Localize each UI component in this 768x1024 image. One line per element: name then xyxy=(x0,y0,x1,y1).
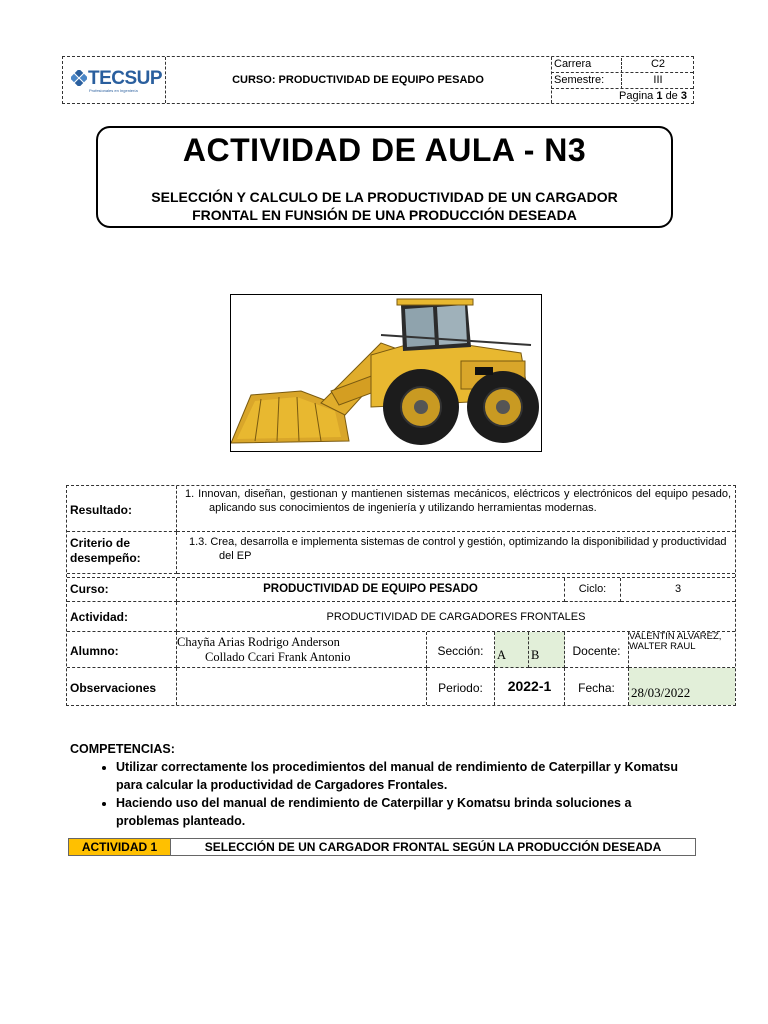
alumno-label: Alumno: xyxy=(67,632,177,668)
actividad-1-title: SELECCIÓN DE UN CARGADOR FRONTAL SEGÚN LA PRODUCCIÓN DESEADA xyxy=(204,840,662,854)
criterio-text xyxy=(177,532,735,574)
periodo-label: Periodo: xyxy=(427,668,495,705)
resultado-label: Resultado: xyxy=(67,486,177,532)
competencias-list xyxy=(70,758,690,830)
alumno-name-1: Chayña Arias Rodrigo Anderson xyxy=(177,635,340,649)
competencia-item: • Utilizar correctamente los procedimientos del manual de rendimiento de Caterpillar y Komatsu para calcular la productividad de Cargadores Frontales. xyxy=(116,758,690,794)
periodo-value: 2022-1 xyxy=(495,668,565,705)
wheel-loader-image xyxy=(230,294,542,452)
tecsup-logo xyxy=(63,57,166,103)
pagina-total: 3 xyxy=(680,90,687,102)
header-meta xyxy=(551,57,693,103)
actividad-1-tag: ACTIVIDAD 1 xyxy=(69,839,171,855)
criterio-label: Criterio de desempeño: xyxy=(67,532,177,574)
tecsup-logo-icon xyxy=(71,70,87,86)
seccion-a: A xyxy=(495,632,529,668)
actividad-label: Actividad: xyxy=(67,602,177,632)
curso-value: PRODUCTIVIDAD DE EQUIPO PESADO xyxy=(177,578,565,602)
actividad-1-bar xyxy=(68,838,696,856)
semestre-label: Semestre: xyxy=(554,74,605,86)
semestre-value: III xyxy=(621,74,694,89)
actividad-value: PRODUCTIVIDAD DE CARGADORES FRONTALES xyxy=(177,602,735,632)
wheel-loader-illustration xyxy=(231,295,541,451)
pagina-row xyxy=(551,89,693,105)
competencia-item: • Haciendo uso del manual de rendimiento de Caterpillar y Komatsu brinda soluciones a problemas planteado. xyxy=(116,794,690,830)
carrera-label: Carrera xyxy=(554,58,592,70)
title-box xyxy=(96,126,673,228)
logo-text: TECSUP xyxy=(88,68,163,89)
ciclo-value: 3 xyxy=(621,578,735,602)
competencias-section xyxy=(70,740,690,830)
info-table xyxy=(66,485,736,706)
document-header xyxy=(62,56,694,104)
ciclo-label: Ciclo: xyxy=(565,578,621,602)
seccion-b: B xyxy=(529,632,565,668)
criterio-text-content: 1.3. Crea, desarrolla e implementa sistemas de control y gestión, optimizando la disponibilidad y productividad del EP xyxy=(189,536,727,562)
pagina-de: de xyxy=(665,90,678,102)
pagina-number: 1 xyxy=(656,90,663,102)
page-indicator xyxy=(619,90,687,102)
alumno-name-2: Collado Ccari Frank Antonio xyxy=(205,650,351,664)
competencias-heading: COMPETENCIAS: xyxy=(70,742,175,756)
seccion-label: Sección: xyxy=(427,632,495,668)
header-course-title: CURSO: PRODUCTIVIDAD DE EQUIPO PESADO xyxy=(165,57,552,103)
resultado-text xyxy=(177,486,735,532)
docente-value: VALENTIN ALVAREZ, WALTER RAUL xyxy=(629,632,735,668)
resultado-text-content: 1. Innovan, diseñan, gestionan y mantienen sistemas mecánicos, eléctricos y electrónicos del equipo pesado, aplicando sus conocimientos de ingeniería y utilizando herramientas modernas. xyxy=(185,488,731,514)
carrera-value: C2 xyxy=(621,58,694,73)
carrera-row xyxy=(551,57,693,73)
logo-subtitle: Profesionales en Ingeniería xyxy=(89,88,138,93)
alumno-names xyxy=(177,632,427,668)
docente-label: Docente: xyxy=(565,632,629,668)
subtitle: SELECCIÓN Y CALCULO DE LA PRODUCTIVIDAD DE UN CARGADOR FRONTAL EN FUNSIÓN DE UNA PRODUCCIÓN DESEADA xyxy=(151,189,618,223)
observaciones-label: Observaciones xyxy=(67,668,177,705)
semestre-row xyxy=(551,73,693,89)
observaciones-value xyxy=(177,668,427,705)
fecha-label: Fecha: xyxy=(565,668,629,705)
fecha-value: 28/03/2022 xyxy=(629,668,735,705)
main-title: ACTIVIDAD DE AULA - N3 xyxy=(182,132,587,168)
pagina-prefix: Pagina xyxy=(619,90,654,102)
curso-label: Curso: xyxy=(67,578,177,602)
